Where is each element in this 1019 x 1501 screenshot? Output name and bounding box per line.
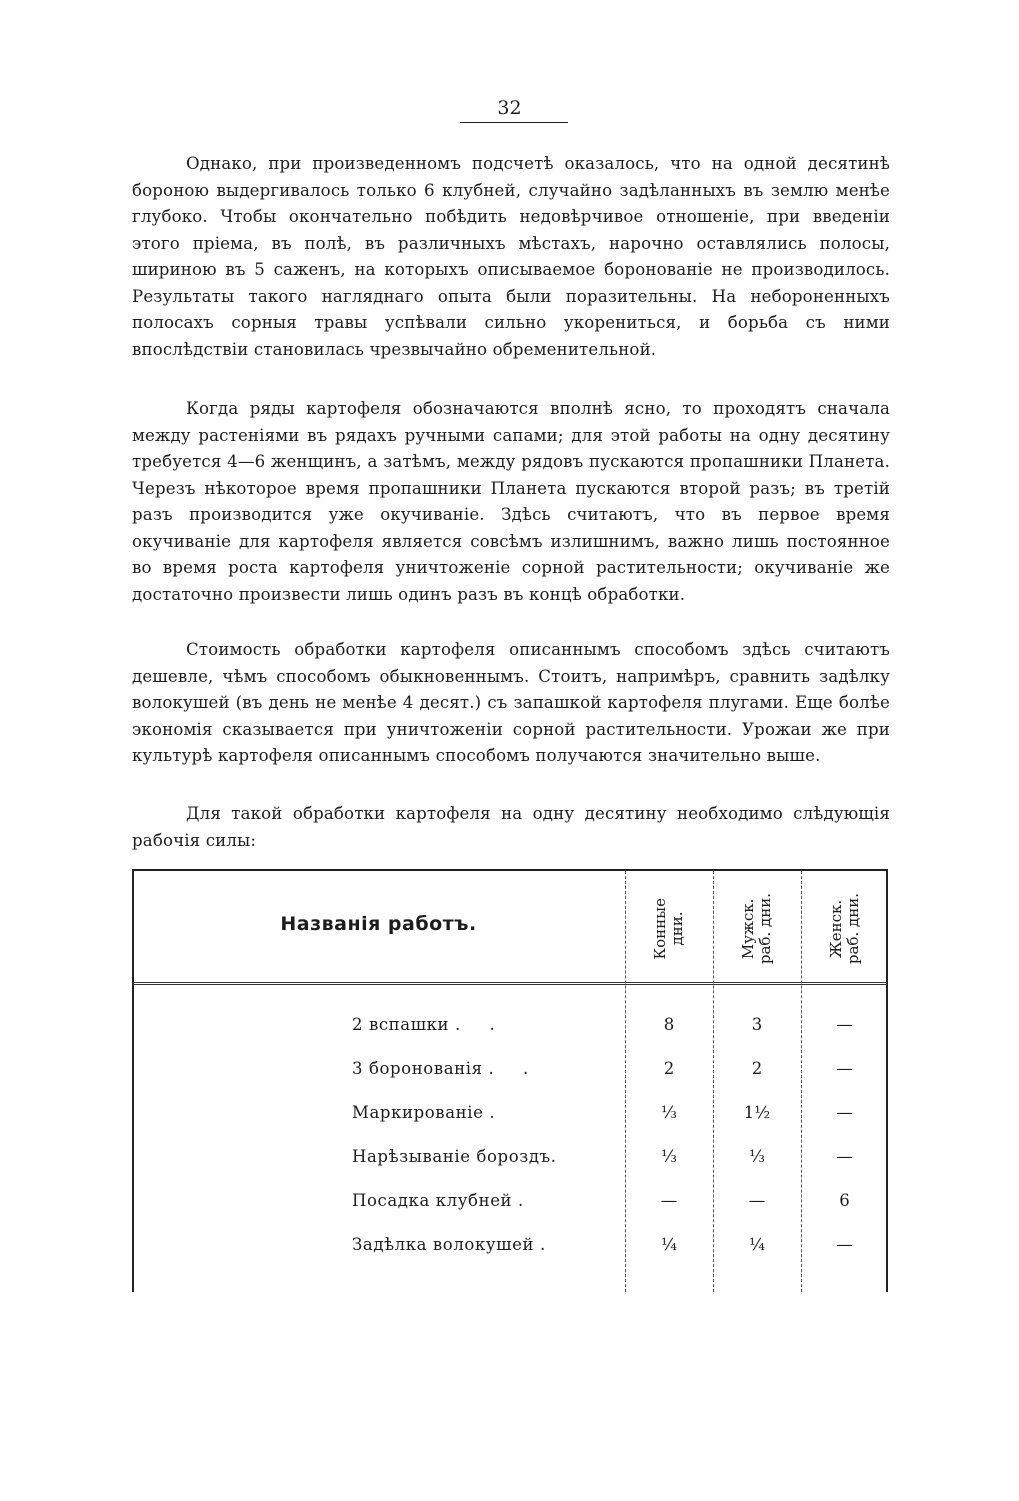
table-header-rule — [132, 982, 888, 985]
female-days-value: — — [836, 1147, 853, 1166]
female-days-value: 6 — [839, 1191, 850, 1210]
horse-days-value: 8 — [663, 1015, 675, 1034]
paragraph-3: Стоимость обработки картофеля описаннымъ способомъ здѣсь считаютъ дешевле, чѣмъ способомъ обыкновеннымъ. Стоитъ, напримѣръ, сравнить задѣлку волокушей (въ день не менѣе 4 десят.) съ запашкой картофеля плугами. Еще болѣе экономія сказывается при уничтоженіи сорной растительности. Урожаи же при культурѣ картофеля описаннымъ способомъ получаются значительно выше. — [132, 640, 890, 765]
table-row — [132, 1191, 888, 1235]
male-days-value: 3 — [751, 1015, 763, 1034]
work-name: 2 вспашки . . — [352, 1015, 507, 1034]
work-name: Маркированіе . — [352, 1103, 507, 1122]
female-days-value: — — [836, 1103, 853, 1122]
work-name: Нарѣзываніе бороздъ. — [352, 1147, 557, 1166]
male-days-value: 2 — [751, 1059, 763, 1078]
horse-days-value: ⅓ — [661, 1103, 677, 1122]
horse-days-value: 2 — [663, 1059, 675, 1078]
table-row — [132, 1147, 888, 1191]
header-male-workdays: Мужск. раб. дни. — [739, 892, 774, 965]
page-number: 32 — [497, 97, 522, 119]
work-name: Задѣлка волокушей . — [352, 1235, 558, 1254]
header-work-names: Названія работъ. — [280, 913, 477, 935]
paragraph-2: Когда ряды картофеля обозначаются вполнѣ ясно, то проходятъ сначала между растеніями въ рядахъ ручными сапами; для этой работы на одну десятину требуется 4—6 женщинъ, а затѣмъ, между рядовъ пускаются пропашники Планета. Черезъ нѣкоторое время пропашники Планета пускаются второй разъ; въ третій разъ производится уже окучиваніе. Здѣсь считаютъ, что въ первое время окучиваніе для картофеля является совсѣмъ излишнимъ, важно лишь постоянное во время роста картофеля уничтоженіе сорной растительности; окучиваніе же достаточно произвести лишь одинъ разъ въ концѣ обработки. — [132, 399, 890, 604]
paragraph-1: Однако, при произведенномъ подсчетѣ оказалось, что на одной десятинѣ бороною выдергивалось только 6 клубней, случайно задѣланныхъ въ землю менѣе глубоко. Чтобы окончательно побѣдить недовѣрчивое отношеніе, при введеніи этого пріема, въ полѣ, въ различныхъ мѣстахъ, нарочно оставлялись полосы, шириною въ 5 саженъ, на которыхъ описываемое боронованіе не производилось. Результаты такого нагляднаго опыта были поразительны. На небороненныхъ полосахъ сорныя травы успѣвали сильно укорениться, и борьба съ ними впослѣдствіи становилась чрезвычайно обременительной. — [132, 154, 890, 359]
female-days-value: — — [836, 1059, 853, 1078]
horse-days-value: — — [660, 1191, 678, 1210]
page-number-rule — [460, 122, 568, 124]
work-name: 3 боронованія . . — [352, 1059, 541, 1078]
female-days-value: — — [836, 1015, 853, 1034]
male-days-value: ¼ — [749, 1235, 765, 1254]
female-days-value: — — [836, 1235, 853, 1254]
male-days-value: ⅓ — [749, 1147, 765, 1166]
table-row — [132, 1059, 888, 1103]
male-days-value: 1½ — [743, 1103, 771, 1122]
work-name: Посадка клубней . — [352, 1191, 536, 1210]
male-days-value: — — [748, 1191, 766, 1210]
table-row — [132, 1015, 888, 1059]
paragraph-4: Для такой обработки картофеля на одну десятину необходимо слѣдующія рабочія силы: — [132, 804, 890, 850]
horse-days-value: ⅓ — [661, 1147, 677, 1166]
header-horse-days: Конные дни. — [651, 897, 686, 960]
header-female-workdays: Женск. раб. дни. — [826, 892, 862, 965]
table-row — [132, 1103, 888, 1147]
table-top-rule — [132, 869, 888, 871]
horse-days-value: ¼ — [661, 1235, 677, 1254]
labor-table — [132, 869, 888, 1292]
table-row — [132, 1235, 888, 1279]
